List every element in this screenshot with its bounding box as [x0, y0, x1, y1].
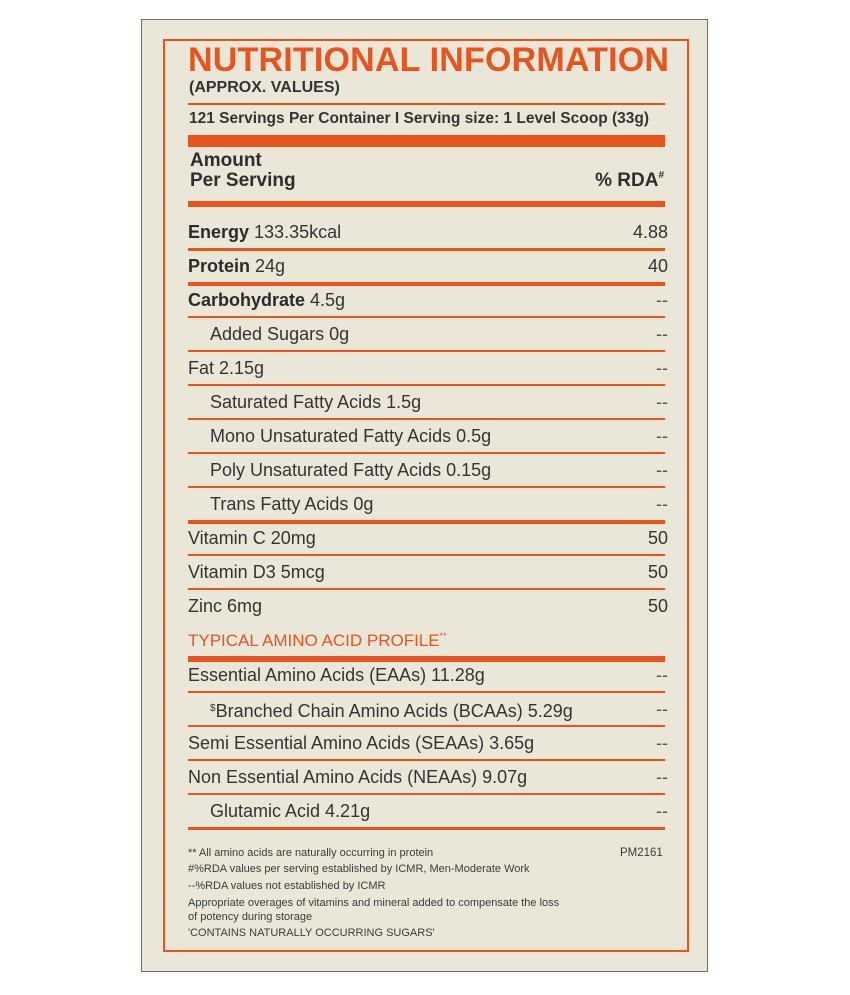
divider [188, 103, 665, 105]
nutrient-amount: 4.5g [305, 290, 346, 310]
amino-rda-value: -- [656, 699, 668, 719]
nutrient-rda-value: 50 [647, 596, 668, 616]
amount-line-2: Per Serving [190, 170, 296, 191]
footnote: --%RDA values not established by ICMR [188, 880, 386, 892]
nutrient-amount: Trans Fatty Acids 0g [210, 494, 374, 514]
amino-name [210, 799, 370, 823]
servings-info: 121 Servings Per Container I Serving size: 1 Level Scoop (33g) [189, 110, 649, 127]
nutrient-amount: Mono Unsaturated Fatty Acids 0.5g [210, 426, 492, 446]
row-divider [188, 554, 665, 556]
amino-amount: Non Essential Amino Acids (NEAAs) 9.07g [188, 767, 528, 787]
product-code: PM2161 [620, 847, 663, 859]
row-divider [188, 793, 665, 795]
amino-rda-value: -- [656, 665, 668, 685]
nutrient-row [188, 220, 668, 244]
nutrient-name [188, 254, 285, 278]
amino-heading-mark: ** [439, 631, 447, 641]
amino-profile-heading [188, 631, 447, 651]
nutrient-name [188, 356, 264, 380]
amino-name [188, 765, 527, 789]
nutrient-rda-value: -- [656, 324, 668, 344]
row-divider [188, 486, 665, 488]
amino-name [210, 697, 573, 723]
amino-divider [188, 656, 665, 662]
nutrient-rda-value: 50 [647, 528, 668, 548]
nutrient-name [188, 288, 345, 312]
nutrient-rda-value: -- [656, 290, 668, 310]
thick-divider [188, 135, 665, 147]
label-subtitle: (APPROX. VALUES) [189, 79, 340, 96]
amino-row [188, 765, 668, 789]
nutrient-amount: 24g [250, 256, 286, 276]
amount-line-1: Amount [190, 150, 262, 171]
row-divider [188, 520, 665, 524]
nutrient-amount: Vitamin C 20mg [188, 528, 316, 548]
row-divider [188, 725, 665, 727]
amino-amount: Glutamic Acid 4.21g [210, 801, 371, 821]
nutrient-name [210, 492, 373, 516]
amino-name [188, 663, 485, 687]
nutrient-rda-value: 4.88 [632, 222, 668, 242]
amino-rda-value: -- [656, 733, 668, 753]
nutrient-name [210, 424, 491, 448]
nutrient-amount: Poly Unsaturated Fatty Acids 0.15g [210, 460, 492, 480]
row-divider [188, 350, 665, 352]
nutrient-row [188, 288, 668, 312]
nutrient-row [188, 526, 668, 550]
rda-header-mark: # [658, 170, 664, 181]
label-title: NUTRITIONAL INFORMATION [188, 41, 670, 79]
amino-row [188, 799, 668, 823]
nutrient-amount: 133.35kcal [249, 222, 342, 242]
row-divider [188, 282, 665, 286]
footnote: #%RDA values per serving established by ICMR, Men-Moderate Work [188, 863, 530, 875]
amino-heading-text: TYPICAL AMINO ACID PROFILE [188, 631, 440, 650]
nutrient-name [210, 458, 491, 482]
nutrient-amount: Vitamin D3 5mcg [188, 562, 325, 582]
nutrient-amount: Zinc 6mg [188, 596, 263, 616]
nutrient-amount: Saturated Fatty Acids 1.5g [210, 392, 422, 412]
row-divider [188, 418, 665, 420]
nutrient-bold-label: Energy [188, 222, 250, 242]
nutrient-row [188, 322, 668, 346]
row-divider [188, 691, 665, 693]
header-divider [188, 201, 665, 207]
amino-rda-value: -- [656, 801, 668, 821]
nutrient-name [188, 526, 316, 550]
amino-row [188, 663, 668, 687]
row-divider [188, 827, 665, 830]
amount-per-serving-header [190, 151, 296, 191]
nutrient-name [188, 220, 341, 244]
nutrient-rda-value: 50 [647, 562, 668, 582]
nutrient-rda-value: 40 [647, 256, 668, 276]
nutrient-row [188, 458, 668, 482]
row-divider [188, 248, 665, 251]
amino-name [188, 731, 534, 755]
rda-header [595, 170, 664, 192]
nutrient-row [188, 492, 668, 516]
nutrient-rda-value: -- [656, 392, 668, 412]
nutrient-name [210, 390, 421, 414]
amino-amount: Semi Essential Amino Acids (SEAAs) 3.65g [188, 733, 535, 753]
nutrient-rda-value: -- [656, 426, 668, 446]
nutrient-row [188, 594, 668, 618]
row-divider [188, 384, 665, 386]
nutrient-bold-label: Protein [188, 256, 251, 276]
nutrient-rda-value: -- [656, 358, 668, 378]
amino-amount: Branched Chain Amino Acids (BCAAs) 5.29g [215, 701, 573, 721]
footnote: Appropriate overages of vitamins and mineral added to compensate the loss [188, 897, 560, 909]
amino-row [188, 697, 668, 721]
nutrient-name [188, 560, 325, 584]
nutrient-name [188, 594, 262, 618]
nutrient-name [210, 322, 349, 346]
footnote: of potency during storage [188, 911, 313, 923]
rda-header-text: % RDA [595, 170, 659, 191]
nutrient-amount: Added Sugars 0g [210, 324, 350, 344]
row-divider [188, 316, 665, 318]
nutrient-bold-label: Carbohydrate [188, 290, 306, 310]
nutrient-rda-value: -- [656, 460, 668, 480]
amino-row [188, 731, 668, 755]
row-divider [188, 452, 665, 454]
nutrient-row [188, 560, 668, 584]
amino-rda-value: -- [656, 767, 668, 787]
footnote: ** All amino acids are naturally occurring in protein [188, 847, 434, 859]
footnote: 'CONTAINS NATURALLY OCCURRING SUGARS' [188, 927, 435, 939]
nutrient-rda-value: -- [656, 494, 668, 514]
amino-amount: Essential Amino Acids (EAAs) 11.28g [188, 665, 485, 685]
nutrient-row [188, 424, 668, 448]
nutrient-amount: Fat 2.15g [188, 358, 265, 378]
row-divider [188, 588, 665, 590]
amino-prefix-mark: $ [210, 703, 216, 714]
row-divider [188, 759, 665, 761]
nutrient-row [188, 254, 668, 278]
nutrient-row [188, 356, 668, 380]
nutrient-row [188, 390, 668, 414]
